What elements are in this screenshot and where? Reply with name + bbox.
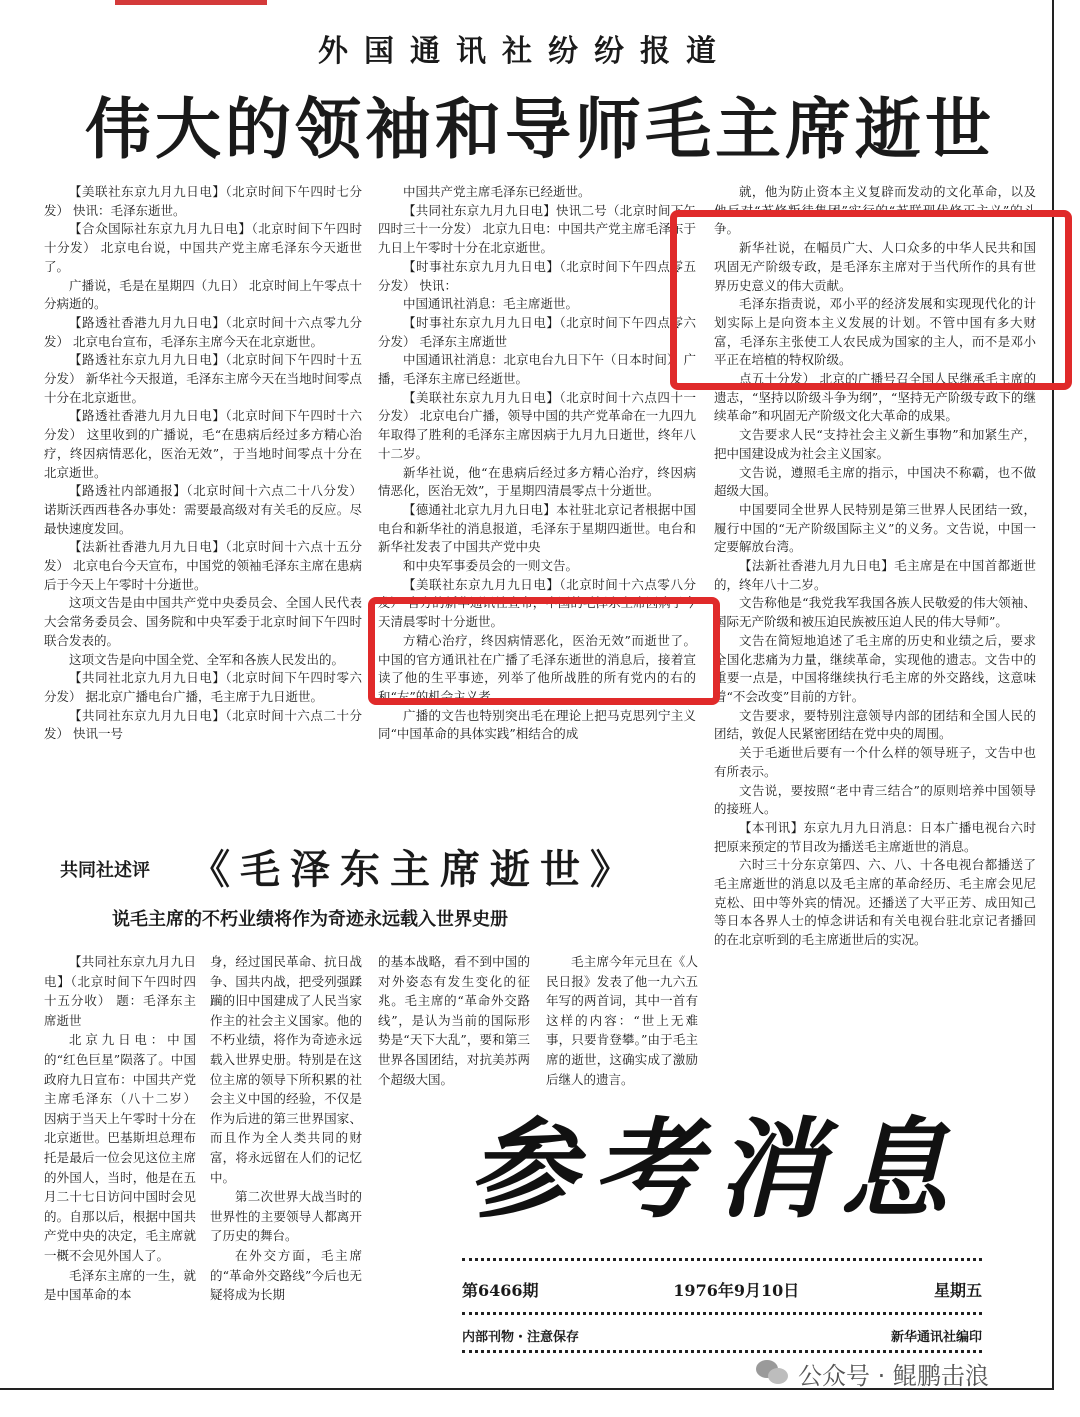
paragraph: 【路透社香港九月九日电】（北京时间十六点零九分发） 北京电台宣布，毛泽东主席今天在北京逝世。	[44, 314, 362, 349]
paragraph: 第二次世界大战当时的世界性的主要领导人都离开了历史的舞台。	[210, 1189, 362, 1244]
commentary-source: 共同社述评	[60, 860, 150, 881]
paragraph: 【时事社东京九月九日电】（北京时间下午四点零五分发） 快讯：	[378, 258, 696, 293]
paragraph: 毛主席今年元旦在《人民日报》发表了他一九六五年写的两首词，其中一首有这样的内容：“世上无难事，只要肯登攀。”由于毛主席的逝世，这确实成了激励后继人的遗言。	[546, 954, 698, 1087]
watermark-text: 公众号 · 鲲鹏击浪	[798, 1361, 989, 1390]
commentary-title: 《毛泽东主席逝世》	[190, 846, 640, 893]
paragraph: 新华社说，在幅员广大、人口众多的中华人民共和国巩固无产阶级专政，是毛泽东主席对于当代所作的具有世界历史意义的伟大贡献。	[714, 240, 1036, 293]
paragraph: 毛泽东主席的一生，就是中国革命的本	[44, 1267, 196, 1303]
paragraph: 【路透社东京九月九日电】（北京时间下午四时十五分发） 新华社今天报道，毛泽东主席今天在当地时间零点十分在北京逝世。	[44, 352, 362, 405]
top-accent-line	[115, 0, 267, 5]
paragraph: 【合众国际社东京九月九日电】（北京时间下午四时十分发） 北京电台说，中国共产党主席毛泽东今天逝世了。	[44, 221, 362, 274]
paragraph: 毛泽东指责说，邓小平的经济发展和实现现代化的计划实际上是向资本主义发展的计划。不管中国有多大财富，毛泽东主张使工人农民成为国家的主人，而不是邓小平正在培植的特权阶级。	[714, 296, 1036, 368]
paragraph: 文告说，遵照毛主席的指示，中国决不称霸，也不做超级大国。	[714, 464, 1036, 499]
paragraph: 和中央军事委员会的一则文告。	[403, 558, 579, 574]
highlight-box-top-right	[670, 210, 1072, 390]
kicker-heading: 外国通讯社纷纷报道	[318, 34, 732, 69]
commentary-column-3	[378, 952, 530, 1102]
paragraph: 【法新社香港九月九日电】（北京时间十六点十五分发） 北京电台今天宣布，中国党的领袖毛泽东主席在患病后于今天上午零时十分逝世。	[44, 539, 362, 592]
paragraph: 就，他为防止资本主义复辟而发动的文化革命，以及他反对“苏修叛徒集团”实行的“苏联现代修正主义”的斗争。	[714, 184, 1036, 237]
paragraph: 中国共产党主席毛泽东已经逝世。	[403, 184, 591, 199]
paragraph: 【法新社香港九月九日电】毛主席是在中国首都逝世的，终年八十二岁。	[714, 558, 1036, 592]
newspaper-masthead-calligraphy: 参考消息	[468, 1107, 965, 1233]
paragraph: 【路透社内部通报】（北京时间十六点二十八分发） 诺斯沃西西巷各办事处：需要最高级对有关毛的反应。尽最快速度发回。	[44, 483, 362, 536]
masthead-dotted-rule	[462, 1312, 982, 1319]
paragraph: 中国通讯社消息：北京电台九日下午（日本时间） 广播，毛泽东主席已经逝世。	[378, 352, 696, 387]
paragraph: 文告要求人民“支持社会主义新生事物”和加紧生产，把中国建设成为社会主义国家。	[714, 427, 1036, 461]
masthead-dotted-rule	[462, 1258, 982, 1265]
paragraph: 六时三十分东京第四、六、八、十各电视台都播送了毛主席逝世的消息以及毛主席的革命经历、毛主席会见尼克松、田中等外宾的情况。还播送了大平正芳、成田知己等日本各界人士的悼念讲话和有关电视台驻北京记者播回的在北京听到的毛主席逝世后的实况。	[714, 857, 1036, 948]
page-headline: 伟大的领袖和导师毛主席逝世	[85, 91, 995, 168]
issue-info-row	[462, 1278, 982, 1301]
paragraph: 【美联社东京九月九日电】（北京时间下午四时七分发） 快讯：毛泽东逝世。	[44, 184, 362, 218]
paragraph: 在外交方面，毛主席的“革命外交路线”今后也无疑将成为长期	[210, 1247, 362, 1303]
commentary-heading	[60, 838, 700, 900]
publication-info-row	[462, 1326, 982, 1345]
commentary-subtitle: 说毛主席的不朽业绩将作为奇迹永远载入世界史册	[112, 909, 508, 930]
commentary-column-2	[210, 952, 362, 1347]
paragraph: 文告要求，要特别注意领导内部的团结和全国人民的团结，敦促人民紧密团结在党中央的周围。	[714, 707, 1036, 742]
paragraph: 广播的文告也特别突出毛在理论上把马克思列宁主义同“中国革命的具体实践”相结合的成	[378, 707, 696, 742]
paragraph: 点五十分发） 北京的广播号召全国人民继承毛主席的遗志，“坚持以阶级斗争为纲”，“坚持无产阶级专政下的继续革命”和巩固无产阶级文化大革命的成果。	[714, 371, 1036, 424]
commentary-column-4	[546, 952, 698, 1102]
paragraph: 【共同社东京九月九日电】（北京时间十六点二十分发） 快讯一号	[44, 707, 362, 742]
paragraph: 北京九日电：中国的“红色巨星”陨落了。中国政府九日宣布：中国共产党主席毛泽东（八十二岁） 因病于当天上午零时十分在北京逝世。巴基斯坦总理布托是最后一位会见这位主席的外国人，当时，他是在五月二十七日访问中国时会见的。自那以后，根据中国共产党中央的决定，毛主席就一概不会见外国人了。	[44, 1032, 196, 1263]
highlight-box-middle	[368, 597, 720, 705]
paragraph: 的基本战略，看不到中国的对外姿态有发生变化的征兆。毛主席的“革命外交路线”，是认为当前的国际形势是“天下大乱”，要和第三世界各国团结，对抗美苏两个超级大国。	[378, 954, 530, 1087]
issue-weekday: 星期五	[933, 1281, 982, 1300]
paragraph: 中国要同全世界人民特别是第三世界人民团结一致，履行中国的“无产阶级国际主义”的义务。文告说，中国一定要解放台湾。	[714, 501, 1036, 555]
paragraph: 文告称他是“我党我军我国各族人民敬爱的伟大领袖、国际无产阶级和被压迫民族被压迫人民的伟大导师”。	[714, 595, 1036, 630]
paragraph: 【德通社北京九月九日电】本社驻北京记者根据中国电台和新华社的消息报道，毛泽东于星期四逝世。电台和新华社发表了中国共产党中央	[378, 501, 696, 555]
paragraph: 中国通讯社消息：毛主席逝世。	[403, 296, 579, 312]
paragraph: 文告在简短地追述了毛主席的历史和业绩之后，要求全国化悲痛为力量，继续革命，实现他的遗志。文告中的重要一点是，中国将继续执行毛主席的外交路线，这意味着“不会改变”目前的方针。	[714, 632, 1036, 704]
paragraph: 身，经过国民革命、抗日战争、国共内战，把受列强蹂躏的旧中国建成了人民当家作主的社会主义国家。他的不朽业绩，将作为奇迹永远载入世界史册。特别是在这位主席的领导下所积累的社会主义中国的经验，不仅是作为后进的第三世界国家、而且作为全人类共同的财富，将永远留在人们的记忆中。	[210, 954, 362, 1185]
paragraph: 【路透社香港九月九日电】（北京时间下午四时十六分发） 这里收到的广播说，毛“在患病后经过多方精心治疗，终因病情恶化，医治无效”，于当地时间零点十分在北京逝世。	[44, 408, 362, 480]
paragraph: 新华社说，他“在患病后经过多方精心治疗，终因病情恶化，医治无效”，于星期四清晨零点十分逝世。	[378, 464, 696, 499]
article-column-2	[378, 183, 696, 823]
issue-date: 1976年9月10日	[673, 1281, 800, 1300]
paragraph: 【本刊讯】东京九月九日消息：日本广播电视台六时把原来预定的节目改为播送毛主席逝世的消息。	[714, 819, 1036, 854]
paragraph: 【共同社北京九月九日电】（北京时间下午四时零六分发） 据北京广播电台广播，毛主席于九日逝世。	[44, 670, 362, 704]
paragraph: 文告说，要按照“老中青三结合”的原则培养中国领导的接班人。	[714, 782, 1036, 817]
commentary-column-1	[44, 952, 196, 1347]
paragraph: 这项文告是由中国共产党中央委员会、全国人民代表大会常务委员会、国务院和中央军委于北京时间下午四时联合发表的。	[44, 595, 362, 648]
paragraph: 【时事社东京九月九日电】（北京时间下午四点零六分发） 毛泽东主席逝世	[378, 314, 696, 349]
paragraph: 这项文告是向中国全党、全军和各族人民发出的。	[69, 651, 345, 667]
internal-notice: 内部刊物・注意保存	[462, 1330, 580, 1345]
wechat-icon	[756, 1360, 790, 1386]
paragraph: 关于毛逝世后要有一个什么样的领导班子，文告中也有所表示。	[714, 745, 1036, 779]
paragraph: 【共同社东京九月九日电】快讯二号（北京时间下午四时三十一分发） 北京九日电：中国共产党主席毛泽东于九日上午零时十分在北京逝世。	[378, 202, 696, 256]
paragraph: 【美联社东京九月九日电】（北京时间十六点零八分发） 官方的新华通讯社宣布，中国的毛泽东主席因病于今天清晨零时十分逝世。	[378, 576, 696, 630]
paragraph: 【共同社东京九月九日电】（北京时间下午四时四十五分收） 题：毛泽东主席逝世	[44, 954, 196, 1028]
paragraph: 广播说，毛是在星期四（九日） 北京时间上午零点十分病逝的。	[44, 277, 362, 312]
issue-number: 第6466期	[462, 1281, 539, 1300]
wechat-watermark	[756, 1355, 989, 1391]
paragraph: 【美联社东京九月九日电】（北京时间十六点四十一分发） 北京电台广播，领导中国的共产党革命在一九四九年取得了胜利的毛泽东主席因病于九月九日逝世，终年八十二岁。	[378, 389, 696, 461]
publisher-name: 新华通讯社编印	[890, 1330, 982, 1345]
article-column-1	[44, 183, 362, 744]
paragraph: 方精心治疗，终因病情恶化，医治无效”而逝世了。中国的官方通讯社在广播了毛泽东逝世的消息后，接着宣读了他的生平事迹，列举了他所战胜的所有党内的右的和“左”的机会主义者。	[378, 632, 696, 704]
page-right-rule	[1052, 0, 1054, 1390]
